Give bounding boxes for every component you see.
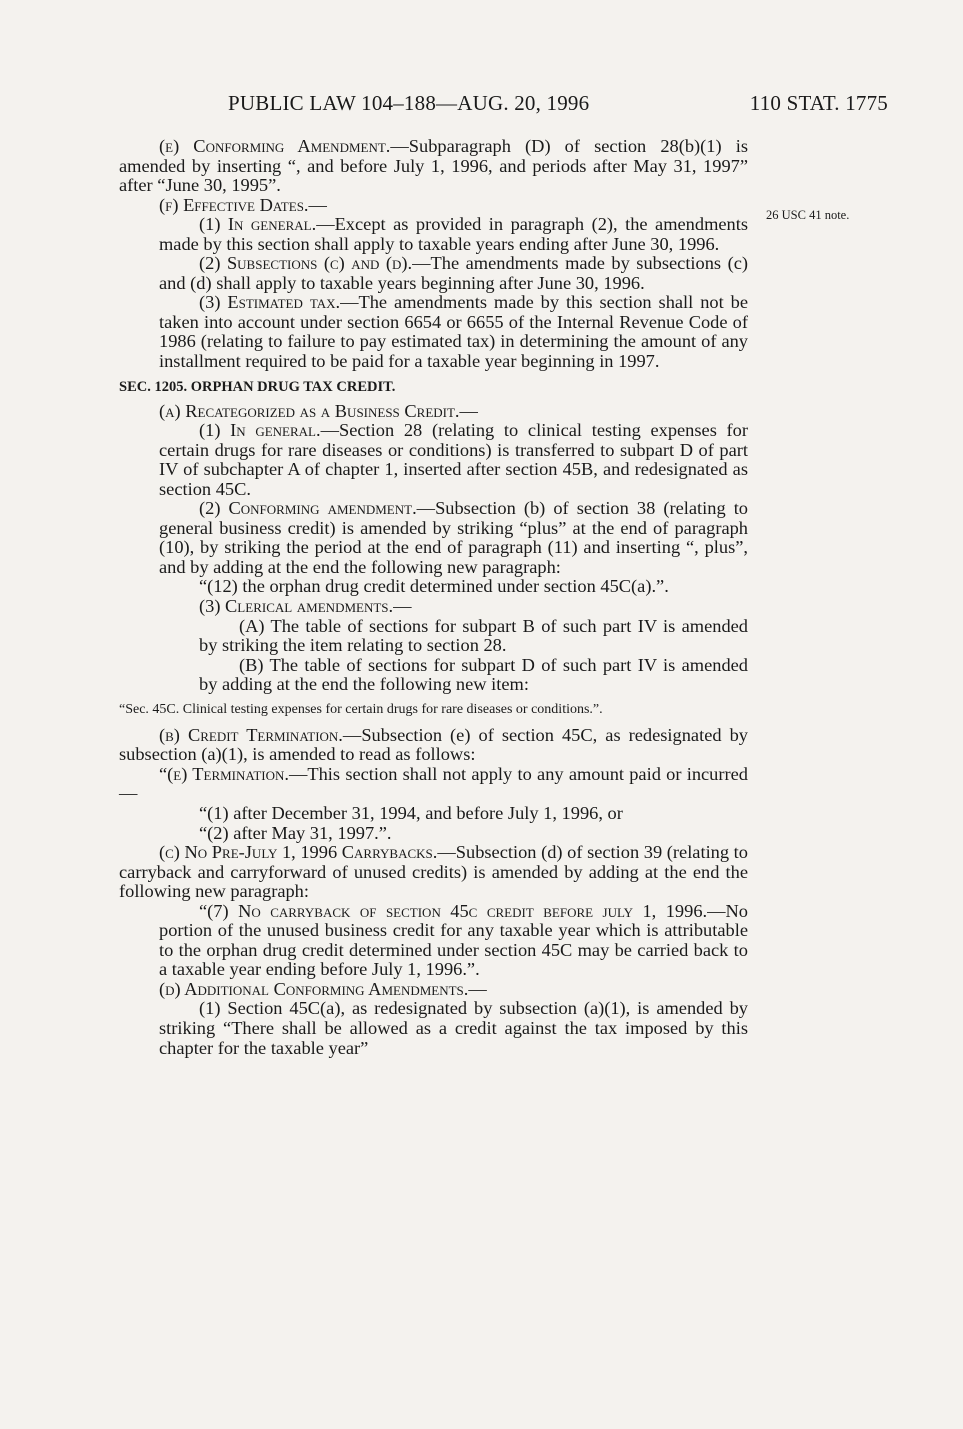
body-text <box>119 137 748 1058</box>
header-stat-page: 110 STAT. 1775 <box>749 91 888 115</box>
heading-f3: (3) Estimated tax. <box>199 292 341 313</box>
paragraph-a3 <box>119 597 748 617</box>
paragraph-d1: (1) Section 45C(a), as redesignated by subsection (a)(1), is amended by striking “There shall be allowed as a credit against the tax imposed by this chapter for the taxable year” <box>159 998 748 1058</box>
paragraph-a <box>119 402 748 422</box>
heading-b: (b) Credit Termination. <box>159 724 343 745</box>
section-heading: SEC. 1205. ORPHAN DRUG TAX CREDIT. <box>119 378 396 395</box>
heading-a3: (3) Clerical amendments. <box>199 596 394 617</box>
text-e: —Subparagraph (D) of section 28(b)(1) is amended by inserting “, and before July 1, 1996, and periods after May 31, 1997” after “June 30, 1995”. <box>119 136 748 196</box>
text-f2: —The amendments made by subsections (c) and (d) shall apply to taxable years beginning after June 30, 1996. <box>159 253 748 293</box>
quote-b <box>119 765 748 804</box>
paragraph-f1 <box>119 215 748 254</box>
header-title: PUBLIC LAW 104–188—AUG. 20, 1996 <box>228 91 590 115</box>
page-header <box>228 91 888 117</box>
paragraph-e <box>119 137 748 196</box>
table-item-text: Clinical testing expenses for certain drugs for rare diseases or conditions.”. <box>182 701 603 717</box>
heading-c: (c) No Pre-July 1, 1996 Carrybacks. <box>159 842 438 863</box>
heading-a1: (1) In general. <box>199 420 321 441</box>
margin-note: 26 USC 41 note. <box>766 208 850 222</box>
paragraph-a3A: (A) The table of sections for subpart B of such part IV is amended by striking the item relating to section 28. <box>199 615 748 656</box>
heading-e: (e) Conforming Amendment. <box>159 136 391 156</box>
text-a: — <box>459 400 478 421</box>
text-b: —Subsection (e) of section 45C, as redesignated by subsection (a)(1), is amended to read as follows: <box>119 724 748 765</box>
text-f1: —Except as provided in paragraph (2), the amendments made by this section shall apply to taxable years ending after June 30, 1996. <box>159 214 748 254</box>
text-d: — <box>468 978 487 999</box>
heading-f2: (2) Subsections (c) and (d). <box>199 253 413 274</box>
text-f: — <box>308 194 327 215</box>
heading-f1: (1) In general. <box>199 214 317 235</box>
paragraph-a2 <box>119 499 748 577</box>
paragraph-a3B: (B) The table of sections for subpart D of such part IV is amended by adding at the end the following new item: <box>199 654 748 695</box>
paragraph-c <box>119 843 748 902</box>
quote-b-1: “(1) after December 31, 1994, and before July 1, 1996, or <box>199 802 623 823</box>
heading-a2: (2) Conforming amendment. <box>199 498 417 519</box>
quote-b-2: “(2) after May 31, 1997.”. <box>199 822 392 843</box>
paragraph-d <box>119 980 748 1000</box>
quote-a2: “(12) the orphan drug credit determined under section 45C(a).”. <box>199 576 669 597</box>
table-item-sec-45c <box>119 701 748 718</box>
paragraph-a1 <box>119 421 748 499</box>
heading-d: (d) Additional Conforming Amendments. <box>159 978 469 999</box>
paragraph-b <box>119 726 748 765</box>
table-item-lead: “Sec. 45C. <box>119 701 180 717</box>
paragraph-f3 <box>119 293 748 371</box>
text-a3: — <box>393 596 412 617</box>
paragraph-f <box>119 196 748 216</box>
heading-a: (a) Recategorized as a Business Credit. <box>159 400 460 421</box>
text-a2: —Subsection (b) of section 38 (relating to general business credit) is amended by striking “plus” at the end of paragraph (10), by striking the period at the end of paragraph (11) and inserting “, plus”, and by adding at the end the following new paragraph: <box>159 498 749 577</box>
heading-f: (f) Effective Dates. <box>159 194 309 215</box>
heading-c-quote: “(7) No carryback of section 45c credit before july 1, 1996. <box>199 900 708 921</box>
quote-c <box>119 902 748 980</box>
text-b-quote: —This section shall not apply to any amount paid or incurred— <box>119 763 748 804</box>
text-f3: —The amendments made by this section shall not be taken into account under section 6654 or 6655 of the Internal Revenue Code of 1986 (relating to failure to pay estimated tax) in determining the amount of any installment required to be paid for a taxable year beginning in 1997. <box>159 292 748 372</box>
paragraph-f2 <box>119 254 748 293</box>
text-a1: —Section 28 (relating to clinical testing expenses for certain drugs for rare diseases or conditions) is transferred to subpart D of part IV of subchapter A of chapter 1, inserted after section 45B, and redesignated as section 45C. <box>159 420 748 499</box>
text-c: —Subsection (d) of section 39 (relating to carryback and carryforward of unused credits) is amended by adding at the end the following new paragraph: <box>119 842 748 902</box>
text-c-quote: —No portion of the unused business credit for any taxable year which is attributable to the orphan drug credit determined under section 45C may be carried back to a taxable year ending before July 1, 1996.”. <box>159 900 748 980</box>
heading-b-quote: “(e) Termination. <box>159 763 289 784</box>
